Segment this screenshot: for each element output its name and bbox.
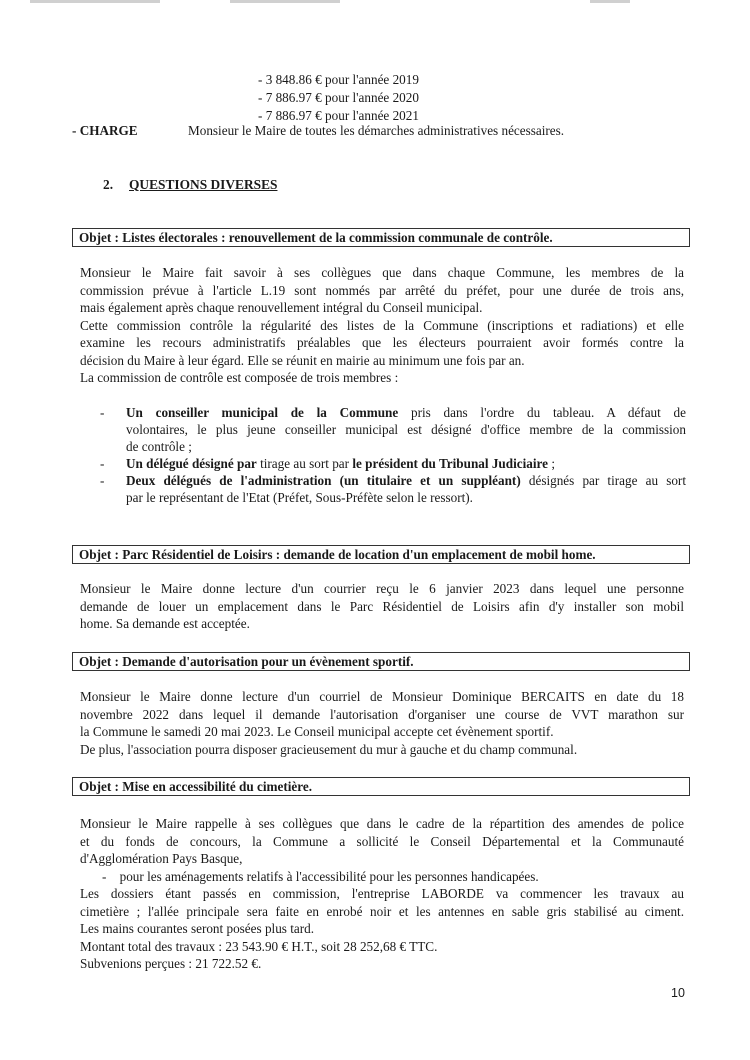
text-line: la Commune le samedi 20 mai 2023. Le Conseil municipal accepte cet évènement sportif. — [80, 724, 554, 739]
bullet-text: tirage au sort par — [256, 456, 353, 471]
bullet-bold: le président du Tribunal Judiciaire — [352, 456, 549, 471]
bullet-text: désignés par tirage au sort — [520, 473, 686, 488]
bullet-dash: - — [102, 868, 120, 884]
list-item — [100, 404, 686, 455]
montant-total: Montant total des travaux : 23 543.90 € H.T., soit 28 252,68 € TTC. — [80, 938, 438, 954]
bullet-line — [126, 472, 686, 489]
text-line: cimetière ; l'allée principale sera faite en enrobé noir et les antennes en sable gris stabilisé au ciment. — [80, 903, 684, 919]
bullet-bold: Un conseiller municipal de la Commune — [126, 405, 399, 420]
text-line: La commission de contrôle est composée de trois membres : — [80, 370, 399, 385]
objet-heading-listes-electorales: Objet : Listes électorales : renouvellement de la commission communale de contrôle. — [72, 228, 690, 247]
amount-2020: - 7 886.97 € pour l'année 2020 — [258, 90, 419, 105]
text-line: Monsieur le Maire rappelle à ses collègues que dans le cadre de la répartition des amendes de police — [80, 816, 684, 831]
amounts-list — [258, 71, 419, 125]
objet2-paragraph — [80, 580, 684, 633]
section-number: 2. — [103, 177, 114, 192]
objet3-paragraph — [80, 688, 684, 758]
bullet-line: par le représentant de l'Etat (Préfet, Sous-Préfète selon le ressort). — [126, 490, 473, 505]
charge-row — [72, 123, 564, 139]
objet1-paragraph — [80, 264, 684, 387]
text-line: décision du Maire à leur égard. Elle se réunit en mairie au minimum une fois par an. — [80, 352, 525, 368]
bullet-bold: Un délégué désigné par — [126, 456, 257, 471]
bullet-text: pour les aménagements relatifs à l'accessibilité pour les personnes handicapées. — [119, 868, 539, 884]
text-line: De plus, l'association pourra disposer gracieusement du mur à gauche et du champ communal. — [80, 741, 578, 757]
text-line: Monsieur le Maire donne lecture d'un courrier reçu le 6 janvier 2023 dans lequel une personne — [80, 581, 684, 596]
bullet-text: pris dans l'ordre du tableau. A défaut de — [398, 405, 686, 420]
text-line: Les dossiers étant passés en commission, l'entreprise LABORDE va commencer les travaux au — [80, 886, 684, 901]
bullet-dash: - — [100, 456, 105, 471]
text-line: commission prévue à l'article L.19 sont nommés par arrêté du préfet, pour une durée de trois ans, — [80, 282, 684, 298]
bullet-line — [126, 404, 686, 421]
page-number: 10 — [671, 986, 685, 1000]
bullet-line: de contrôle ; — [126, 439, 192, 454]
text-line: d'Agglomération Pays Basque, — [80, 851, 243, 866]
section-title-text: QUESTIONS DIVERSES — [129, 177, 278, 192]
text-line: Monsieur le Maire donne lecture d'un courriel de Monsieur Dominique BERCAITS en date du 18 — [80, 689, 684, 704]
bullet-text: ; — [548, 456, 555, 471]
text-line: examine les recours administratifs préalables que les électeurs pourraient avoir formés contre la — [80, 335, 684, 350]
section-title — [103, 177, 277, 193]
objet4-paragraph — [80, 815, 684, 973]
list-item — [100, 455, 686, 472]
text-line: home. Sa demande est acceptée. — [80, 616, 250, 631]
bullet-bold: Deux délégués de l'administration (un titulaire et un suppléant) — [126, 473, 521, 488]
subventions: Subvenions perçues : 21 722.52 €. — [80, 956, 262, 971]
list-item — [100, 472, 686, 506]
text-line: Monsieur le Maire fait savoir à ses collègues que dans chaque Commune, les membres de la — [80, 265, 684, 280]
objet-heading-cimetiere: Objet : Mise en accessibilité du cimetière. — [72, 777, 690, 796]
bullet-dash: - — [100, 473, 105, 488]
objet1-bullet-list — [100, 404, 686, 506]
charge-text: Monsieur le Maire de toutes les démarches administratives nécessaires. — [188, 123, 565, 138]
amount-2021: - 7 886.97 € pour l'année 2021 — [258, 108, 419, 123]
objet-heading-parc-residentiel: Objet : Parc Résidentiel de Loisirs : demande de location d'un emplacement de mobil home. — [72, 545, 690, 564]
amount-2019: - 3 848.86 € pour l'année 2019 — [258, 72, 419, 87]
charge-label: - CHARGE — [72, 123, 138, 138]
bullet-dash: - — [100, 405, 105, 420]
text-line: mais également après chaque renouvellement intégral du Conseil municipal. — [80, 300, 483, 315]
text-line: Cette commission contrôle la régularité des listes de la Commune (inscriptions et radiations) et elle — [80, 317, 684, 333]
bullet-line: volontaires, le plus jeune conseiller municipal est désigné d'office membre de la commission — [126, 422, 686, 437]
list-item — [80, 868, 684, 886]
bullet-line — [126, 455, 686, 472]
scan-top-edge — [30, 0, 720, 3]
text-line: et du fonds de concours, la Commune a sollicité le Conseil Départemental et la Communauté — [80, 833, 684, 849]
text-line: demande de louer un emplacement dans le Parc Résidentiel de Loisirs afin d'y installer son mobil — [80, 598, 684, 614]
text-line: Les mains courantes seront posées plus tard. — [80, 921, 315, 936]
objet-heading-evenement-sportif: Objet : Demande d'autorisation pour un évènement sportif. — [72, 652, 690, 671]
text-line: novembre 2022 dans lequel il demande l'autorisation d'organiser une course de VVT marathon sur — [80, 706, 684, 722]
